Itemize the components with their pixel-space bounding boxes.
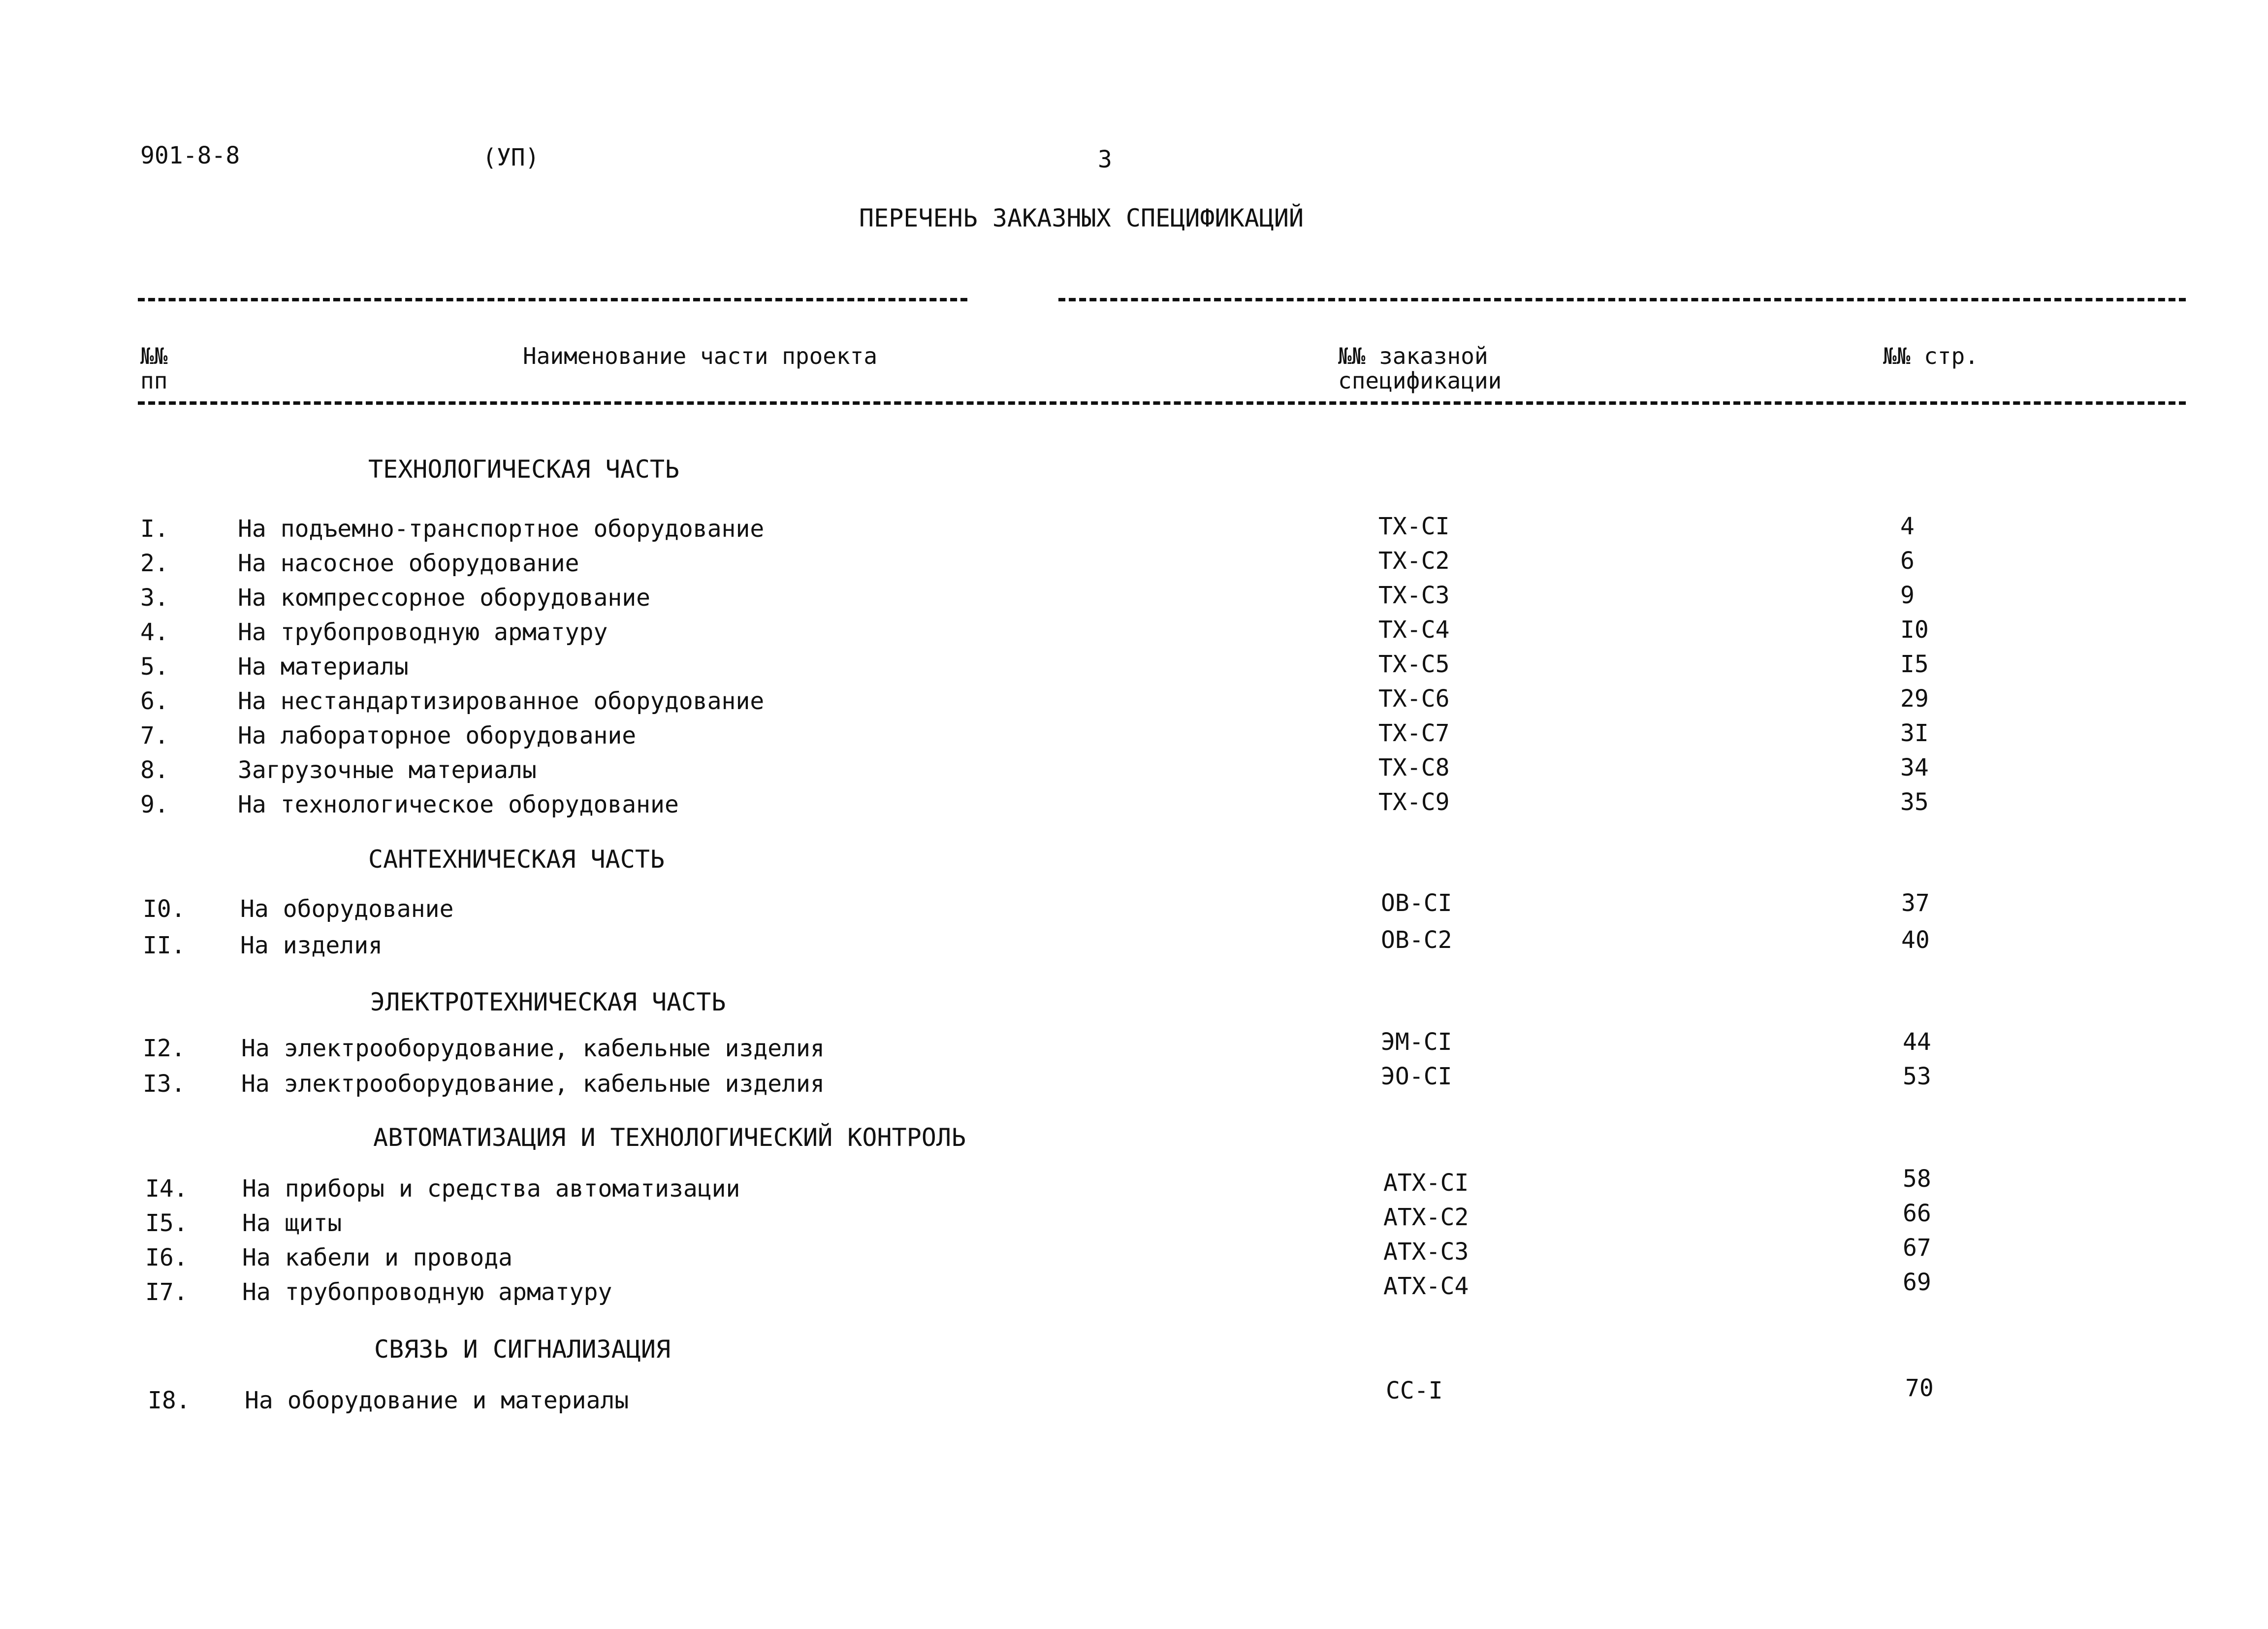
row-page: 69 [1903,1269,1931,1296]
document-code: 901-8-8 [140,142,240,169]
row-number: 8. [140,756,169,784]
row-name: На подъемно-транспортное оборудование [238,515,765,543]
row-name: На трубопроводную арматуру [242,1278,612,1306]
page-title: ПЕРЕЧЕНЬ ЗАКАЗНЫХ СПЕЦИФИКАЦИЙ [859,204,1304,232]
section-title-sanitary: САНТЕХНИЧЕСКАЯ ЧАСТЬ [368,845,665,874]
row-spec: ТХ-С7 [1378,719,1450,747]
header-rule [138,401,2186,405]
row-name: На оборудование [240,895,454,923]
row-number: I4. [145,1175,188,1203]
row-spec: ТХ-С4 [1378,616,1450,644]
column-number-line1: №№ [140,343,168,369]
row-name: На оборудование и материалы [245,1387,629,1414]
row-spec: ОВ-СI [1381,889,1452,917]
row-name: На электрооборудование, кабельные изделия [241,1035,825,1062]
section-title-technological: ТЕХНОЛОГИЧЕСКАЯ ЧАСТЬ [368,455,680,484]
row-number: 4. [140,619,169,646]
row-name: На компрессорное оборудование [238,584,651,612]
row-page: 44 [1903,1028,1931,1056]
row-number: 6. [140,687,169,715]
page-number: 3 [1098,146,1112,173]
row-page: 34 [1900,754,1929,782]
row-page: 3I [1900,719,1929,747]
row-page: 70 [1905,1374,1934,1402]
row-spec: ЭО-СI [1381,1063,1452,1090]
row-spec: ТХ-С5 [1378,651,1450,678]
stage-label: (УП) [482,144,540,171]
row-page: I5 [1900,651,1929,678]
row-name: На насосное оборудование [238,550,579,577]
row-number: II. [143,932,186,959]
row-number: I. [140,515,169,543]
row-spec: ТХ-С9 [1378,788,1450,816]
row-number: 3. [140,584,169,612]
row-page: 37 [1901,889,1930,917]
column-spec-line2: спецификации [1338,367,1502,394]
row-spec: АТХ-С2 [1383,1204,1469,1231]
row-page: 35 [1900,788,1929,816]
row-name: На щиты [242,1209,342,1237]
row-name: На кабели и провода [242,1244,513,1271]
row-page: 29 [1900,685,1929,713]
row-spec: АТХ-СI [1383,1169,1469,1197]
row-number: 2. [140,550,169,577]
column-number-line2: пп [140,367,168,394]
section-title-automation: АВТОМАТИЗАЦИЯ И ТЕХНОЛОГИЧЕСКИЙ КОНТРОЛЬ [373,1123,966,1152]
row-number: I0. [143,895,186,923]
row-page: 67 [1903,1234,1931,1262]
row-name: Загрузочные материалы [238,756,537,784]
column-spec-line1: №№ заказной [1338,343,1488,369]
row-page: 40 [1901,926,1930,954]
row-spec: ЭМ-СI [1381,1028,1452,1056]
row-number: 5. [140,653,169,681]
row-spec: ТХ-С3 [1378,582,1450,609]
row-number: I7. [145,1278,188,1306]
row-number: I8. [148,1387,191,1414]
top-rule-right [1058,298,2186,301]
row-spec: ТХ-С2 [1378,547,1450,575]
row-page: 66 [1903,1200,1931,1227]
row-spec: АТХ-С4 [1383,1272,1469,1300]
section-title-electrical: ЭЛЕКТРОТЕХНИЧЕСКАЯ ЧАСТЬ [370,988,726,1016]
row-number: I2. [143,1035,186,1062]
row-page: 9 [1900,582,1915,609]
section-title-communications: СВЯЗЬ И СИГНАЛИЗАЦИЯ [374,1335,671,1364]
row-number: I5. [145,1209,188,1237]
row-name: На трубопроводную арматуру [238,619,608,646]
row-number: 9. [140,791,169,818]
row-name: На приборы и средства автоматизации [242,1175,740,1203]
row-name: На материалы [238,653,409,681]
row-page: 58 [1903,1165,1931,1193]
row-spec: СС-I [1386,1377,1443,1404]
column-name-header: Наименование части проекта [523,343,878,369]
row-page: 4 [1900,513,1915,540]
row-page: 6 [1900,547,1915,575]
row-name: На нестандартизированное оборудование [238,687,765,715]
top-rule-left [138,298,967,301]
row-spec: ТХ-С6 [1378,685,1450,713]
row-number: I6. [145,1244,188,1271]
row-name: На технологическое оборудование [238,791,679,818]
row-name: На электрооборудование, кабельные изделия [241,1070,825,1098]
row-number: I3. [143,1070,186,1098]
row-spec: ТХ-С8 [1378,754,1450,782]
row-name: На лабораторное оборудование [238,722,637,749]
row-spec: ОВ-С2 [1381,926,1452,954]
row-page: I0 [1900,616,1929,644]
row-name: На изделия [240,932,383,959]
row-spec: ТХ-СI [1378,513,1450,540]
row-page: 53 [1903,1063,1931,1090]
column-page-header: №№ стр. [1883,343,1979,369]
row-number: 7. [140,722,169,749]
row-spec: АТХ-С3 [1383,1238,1469,1266]
